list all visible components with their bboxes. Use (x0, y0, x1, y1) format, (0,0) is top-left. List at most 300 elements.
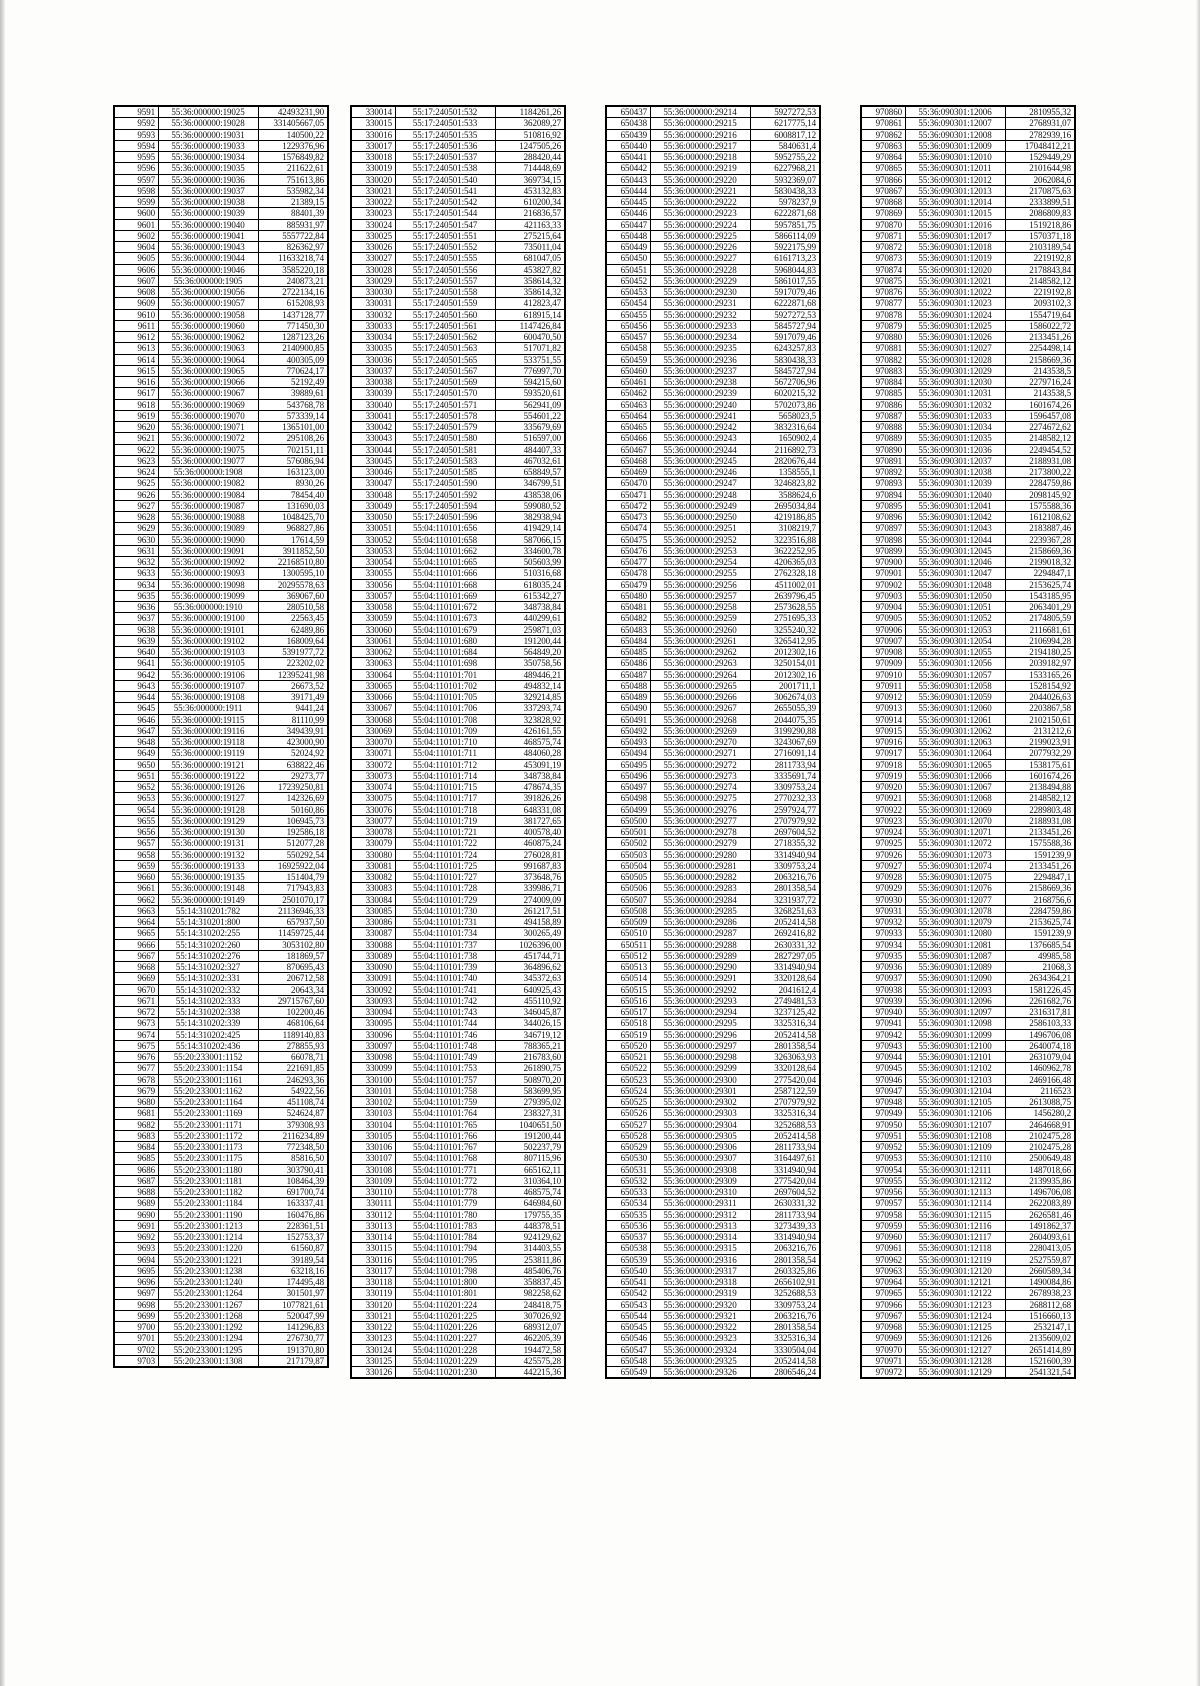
table-row (352, 950, 565, 961)
cadastral-number: 55:36:000000:19064 (159, 354, 259, 365)
cadastral-number: 55:36:000000:29216 (651, 129, 751, 140)
cadastral-number: 55:36:000000:29302 (651, 1097, 751, 1108)
row-number: 9679 (115, 1085, 159, 1096)
row-number: 330024 (352, 219, 396, 230)
row-number: 9667 (115, 950, 159, 961)
table-row (115, 275, 328, 286)
table-row (115, 939, 328, 950)
row-number: 650518 (607, 1018, 651, 1029)
value-cell: 3320128,64 (751, 973, 820, 984)
scan-shadow-left (0, 0, 5, 1686)
row-number: 970965 (862, 1288, 906, 1299)
cadastral-number: 55:36:000000:29230 (651, 287, 751, 298)
value-cell: 2039182,97 (1006, 658, 1075, 669)
value-cell: 2077932,29 (1006, 748, 1075, 759)
table-row (862, 770, 1075, 781)
cadastral-number: 55:04:110101:766 (396, 1130, 496, 1141)
table-row (607, 1142, 820, 1153)
table-row (862, 737, 1075, 748)
row-number: 330030 (352, 287, 396, 298)
value-cell: 2254498,14 (1006, 343, 1075, 354)
value-cell: 20295578,63 (259, 579, 328, 590)
row-number: 330126 (352, 1367, 396, 1378)
cadastral-number: 55:20:233001:1154 (159, 1063, 259, 1074)
table-row (862, 1187, 1075, 1198)
table-row (607, 1367, 820, 1378)
table-row (352, 1142, 565, 1153)
value-cell: 1496706,08 (1006, 1187, 1075, 1198)
cadastral-number: 55:36:000000:29320 (651, 1299, 751, 1310)
table-row (862, 1288, 1075, 1299)
cadastral-number: 55:36:000000:29240 (651, 399, 751, 410)
cadastral-number: 55:36:000000:29269 (651, 725, 751, 736)
cadastral-number: 55:36:090301:12111 (906, 1164, 1006, 1175)
cadastral-number: 55:36:000000:29268 (651, 714, 751, 725)
table-row (352, 939, 565, 950)
cadastral-number: 55:36:090301:12046 (906, 557, 1006, 568)
value-cell: 2148582,12 (1006, 433, 1075, 444)
row-number: 970870 (862, 219, 906, 230)
cadastral-number: 55:04:110101:734 (396, 928, 496, 939)
value-cell: 2183887,46 (1006, 523, 1075, 534)
value-cell: 9441,24 (259, 703, 328, 714)
table-row (862, 860, 1075, 871)
value-cell: 6222871,68 (751, 208, 820, 219)
row-number: 650455 (607, 309, 651, 320)
cadastral-number: 55:36:000000:29217 (651, 140, 751, 151)
table-row (862, 1018, 1075, 1029)
row-number: 330066 (352, 692, 396, 703)
cadastral-number: 55:14:310201:782 (159, 905, 259, 916)
cadastral-number: 55:36:000000:29214 (651, 107, 751, 118)
value-cell: 502237,79 (496, 1142, 565, 1153)
row-number: 970953 (862, 1153, 906, 1164)
cadastral-number: 55:04:110101:768 (396, 1153, 496, 1164)
row-number: 650495 (607, 759, 651, 770)
row-number: 650542 (607, 1288, 651, 1299)
table-row (115, 1288, 328, 1299)
cadastral-number: 55:04:110101:669 (396, 590, 496, 601)
value-cell: 485406,76 (496, 1265, 565, 1276)
cadastral-number: 55:36:090301:12039 (906, 478, 1006, 489)
table-row (352, 995, 565, 1006)
row-number: 650450 (607, 253, 651, 264)
value-cell: 2063401,29 (1006, 602, 1075, 613)
cadastral-number: 55:36:090301:12103 (906, 1074, 1006, 1085)
row-number: 650489 (607, 692, 651, 703)
row-number: 9699 (115, 1310, 159, 1321)
value-cell: 5840631,4 (751, 140, 820, 151)
row-number: 9626 (115, 489, 159, 500)
cadastral-number: 55:14:310202:332 (159, 984, 259, 995)
row-number: 330097 (352, 1040, 396, 1051)
cadastral-number: 55:36:000000:19065 (159, 365, 259, 376)
row-number: 970964 (862, 1277, 906, 1288)
table-row (352, 264, 565, 275)
table-row (352, 838, 565, 849)
row-number: 970942 (862, 1029, 906, 1040)
row-number: 330109 (352, 1175, 396, 1186)
table-row (352, 624, 565, 635)
cadastral-number: 55:36:000000:19033 (159, 140, 259, 151)
value-cell: 2597924,77 (751, 804, 820, 815)
cadastral-number: 55:04:110101:679 (396, 624, 496, 635)
cadastral-number: 55:36:090301:12011 (906, 163, 1006, 174)
row-number: 650516 (607, 995, 651, 1006)
cadastral-number: 55:36:090301:12120 (906, 1265, 1006, 1276)
cadastral-number: 55:36:000000:29313 (651, 1220, 751, 1231)
value-cell: 163123,00 (259, 467, 328, 478)
table-row (115, 602, 328, 613)
cadastral-number: 55:36:090301:12044 (906, 534, 1006, 545)
cadastral-number: 55:36:090301:12122 (906, 1288, 1006, 1299)
table-row (607, 928, 820, 939)
row-number: 650492 (607, 725, 651, 736)
row-number: 970961 (862, 1243, 906, 1254)
row-number: 970946 (862, 1074, 906, 1085)
row-number: 9676 (115, 1052, 159, 1063)
table-row (607, 815, 820, 826)
table-row (115, 680, 328, 691)
value-cell: 1528154,92 (1006, 680, 1075, 691)
value-cell: 2532147,1 (1006, 1322, 1075, 1333)
value-cell: 2801358,54 (751, 1254, 820, 1265)
table-row (862, 388, 1075, 399)
cadastral-number: 55:04:110101:706 (396, 703, 496, 714)
table-row (862, 579, 1075, 590)
row-number: 650500 (607, 815, 651, 826)
table-row (352, 815, 565, 826)
cadastral-number: 55:36:090301:12060 (906, 703, 1006, 714)
value-cell: 453091,19 (496, 759, 565, 770)
row-number: 9604 (115, 242, 159, 253)
value-cell: 66078,71 (259, 1052, 328, 1063)
cadastral-number: 55:04:110101:698 (396, 658, 496, 669)
row-number: 650503 (607, 849, 651, 860)
table-row (115, 208, 328, 219)
table-row (607, 759, 820, 770)
table-row (607, 197, 820, 208)
value-cell: 1596457,08 (1006, 410, 1075, 421)
row-number: 9598 (115, 185, 159, 196)
row-number: 9620 (115, 422, 159, 433)
value-cell: 2274672,62 (1006, 422, 1075, 433)
cadastral-number: 55:36:000000:19099 (159, 590, 259, 601)
table-row (862, 1243, 1075, 1254)
table-row (862, 365, 1075, 376)
table-row (862, 377, 1075, 388)
table-row (115, 253, 328, 264)
cadastral-number: 55:36:090301:12076 (906, 883, 1006, 894)
table-row (352, 928, 565, 939)
table-row (607, 1220, 820, 1231)
table-row (862, 343, 1075, 354)
value-cell: 2133451,26 (1006, 332, 1075, 343)
table-row (607, 703, 820, 714)
row-number: 330040 (352, 399, 396, 410)
row-number: 330042 (352, 422, 396, 433)
row-number: 9644 (115, 692, 159, 703)
value-cell: 516597,00 (496, 433, 565, 444)
table-row (352, 714, 565, 725)
row-number: 650520 (607, 1040, 651, 1051)
value-cell: 535982,34 (259, 185, 328, 196)
table-row (862, 230, 1075, 241)
cadastral-number: 55:36:000000:29283 (651, 883, 751, 894)
table-row (862, 962, 1075, 973)
table-row (115, 118, 328, 129)
cadastral-number: 55:04:110101:772 (396, 1175, 496, 1186)
value-cell: 346799,51 (496, 478, 565, 489)
table-row (352, 1355, 565, 1366)
table-row (115, 478, 328, 489)
row-number: 330121 (352, 1310, 396, 1321)
value-cell: 467032,61 (496, 455, 565, 466)
row-number: 330093 (352, 995, 396, 1006)
cadastral-number: 55:36:000000:29301 (651, 1085, 751, 1096)
value-cell: 349439,91 (259, 725, 328, 736)
table-row (607, 354, 820, 365)
row-number: 9677 (115, 1063, 159, 1074)
table-row (862, 1029, 1075, 1040)
row-number: 330047 (352, 478, 396, 489)
row-number: 650530 (607, 1153, 651, 1164)
table-body (352, 107, 565, 1378)
cadastral-number: 55:20:233001:1238 (159, 1265, 259, 1276)
table-row (352, 1119, 565, 1130)
cadastral-number: 55:36:000000:29294 (651, 1007, 751, 1018)
cadastral-number: 55:36:090301:12089 (906, 962, 1006, 973)
value-cell: 400578,40 (496, 827, 565, 838)
row-number: 650469 (607, 467, 651, 478)
cadastral-number: 55:04:110101:719 (396, 815, 496, 826)
table-row (352, 388, 565, 399)
table-column-2 (350, 105, 566, 1379)
cadastral-number: 55:36:000000:19088 (159, 512, 259, 523)
row-number: 330117 (352, 1265, 396, 1276)
value-cell: 102200,46 (259, 1007, 328, 1018)
value-cell: 2333899,51 (1006, 197, 1075, 208)
row-number: 650513 (607, 962, 651, 973)
row-number: 9602 (115, 230, 159, 241)
table-row (862, 793, 1075, 804)
value-cell: 2052414,58 (751, 1355, 820, 1366)
row-number: 330051 (352, 523, 396, 534)
value-cell: 39189,54 (259, 1254, 328, 1265)
value-cell: 1533165,26 (1006, 669, 1075, 680)
value-cell: 1529449,29 (1006, 152, 1075, 163)
cadastral-number: 55:14:310202:327 (159, 962, 259, 973)
table-row (115, 1355, 328, 1366)
cadastral-number: 55:36:090301:12104 (906, 1085, 1006, 1096)
cadastral-number: 55:20:233001:1171 (159, 1119, 259, 1130)
cadastral-number: 55:36:090301:12015 (906, 208, 1006, 219)
value-cell: 6217775,14 (751, 118, 820, 129)
value-cell: 39889,61 (259, 388, 328, 399)
row-number: 9617 (115, 388, 159, 399)
cadastral-number: 55:36:090301:12099 (906, 1029, 1006, 1040)
cadastral-number: 55:36:090301:12112 (906, 1175, 1006, 1186)
row-number: 330062 (352, 647, 396, 658)
row-number: 330096 (352, 1029, 396, 1040)
table-row (862, 174, 1075, 185)
value-cell: 2651414,89 (1006, 1344, 1075, 1355)
cadastral-number: 55:36:090301:12025 (906, 320, 1006, 331)
table-row (607, 365, 820, 376)
table-row (862, 849, 1075, 860)
table-row (862, 647, 1075, 658)
cadastral-number: 55:17:240501:562 (396, 332, 496, 343)
value-cell: 510816,92 (496, 129, 565, 140)
value-cell: 772348,50 (259, 1142, 328, 1153)
value-cell: 21068,3 (1006, 962, 1075, 973)
value-cell: 2012302,16 (751, 669, 820, 680)
cadastral-number: 55:36:090301:12050 (906, 590, 1006, 601)
value-cell: 494832,14 (496, 680, 565, 691)
row-number: 650466 (607, 433, 651, 444)
table-row (862, 298, 1075, 309)
row-number: 970914 (862, 714, 906, 725)
value-cell: 714448,69 (496, 163, 565, 174)
row-number: 9596 (115, 163, 159, 174)
row-number: 650483 (607, 624, 651, 635)
value-cell: 5830438,33 (751, 185, 820, 196)
row-number: 650474 (607, 523, 651, 534)
table-row (862, 995, 1075, 1006)
row-number: 9653 (115, 793, 159, 804)
value-cell: 2634364,21 (1006, 973, 1075, 984)
cadastral-number: 55:20:233001:1214 (159, 1232, 259, 1243)
cadastral-number: 55:17:240501:565 (396, 354, 496, 365)
row-number: 970963 (862, 1265, 906, 1276)
table-row (862, 905, 1075, 916)
table-row (862, 455, 1075, 466)
value-cell: 152753,37 (259, 1232, 328, 1243)
cadastral-number: 55:36:000000:29272 (651, 759, 751, 770)
cadastral-number: 55:36:000000:19089 (159, 523, 259, 534)
row-number: 330059 (352, 613, 396, 624)
cadastral-number: 55:36:000000:19035 (159, 163, 259, 174)
row-number: 330100 (352, 1074, 396, 1085)
table-row (115, 467, 328, 478)
row-number: 970958 (862, 1209, 906, 1220)
row-number: 330025 (352, 230, 396, 241)
cadastral-number: 55:36:000000:1908 (159, 467, 259, 478)
cadastral-number: 55:20:233001:1295 (159, 1344, 259, 1355)
cadastral-number: 55:04:110101:721 (396, 827, 496, 838)
cadastral-number: 55:04:110101:740 (396, 973, 496, 984)
row-number: 970948 (862, 1097, 906, 1108)
value-cell: 275215,64 (496, 230, 565, 241)
value-cell: 2604093,61 (1006, 1232, 1075, 1243)
cadastral-number: 55:36:090301:12090 (906, 973, 1006, 984)
table-row (115, 692, 328, 703)
table-row (862, 208, 1075, 219)
cadastral-number: 55:17:240501:557 (396, 275, 496, 286)
value-cell: 2140900,85 (259, 343, 328, 354)
row-number: 330026 (352, 242, 396, 253)
value-cell: 2284759,86 (1006, 478, 1075, 489)
value-cell: 2102475,28 (1006, 1130, 1075, 1141)
row-number: 9652 (115, 782, 159, 793)
row-number: 970931 (862, 905, 906, 916)
table-row (862, 332, 1075, 343)
row-number: 650471 (607, 489, 651, 500)
cadastral-number: 55:04:110101:800 (396, 1277, 496, 1288)
row-number: 9629 (115, 523, 159, 534)
table-body (607, 107, 820, 1378)
table-row (115, 782, 328, 793)
value-cell: 5917079,46 (751, 332, 820, 343)
cadastral-number: 55:20:233001:1184 (159, 1198, 259, 1209)
row-number: 330018 (352, 152, 396, 163)
row-number: 330094 (352, 1007, 396, 1018)
row-number: 330017 (352, 140, 396, 151)
cadastral-number: 55:36:000000:29315 (651, 1243, 751, 1254)
value-cell: 2012302,16 (751, 647, 820, 658)
cadastral-number: 55:36:000000:1910 (159, 602, 259, 613)
cadastral-number: 55:04:110101:724 (396, 849, 496, 860)
cadastral-number: 55:20:233001:1180 (159, 1164, 259, 1175)
cadastral-number: 55:36:000000:29308 (651, 1164, 751, 1175)
row-number: 970894 (862, 489, 906, 500)
table-row (607, 275, 820, 286)
row-number: 970915 (862, 725, 906, 736)
cadastral-number: 55:14:310201:800 (159, 917, 259, 928)
table-row (352, 399, 565, 410)
cadastral-number: 55:20:233001:1294 (159, 1333, 259, 1344)
row-number: 330092 (352, 984, 396, 995)
table-row (352, 804, 565, 815)
cadastral-number: 55:36:090301:12063 (906, 737, 1006, 748)
table-row (862, 399, 1075, 410)
cadastral-number: 55:36:090301:12100 (906, 1040, 1006, 1051)
value-cell: 681047,05 (496, 253, 565, 264)
cadastral-number: 55:04:110101:757 (396, 1074, 496, 1085)
table-row (607, 208, 820, 219)
value-cell: 29273,77 (259, 770, 328, 781)
value-cell: 191200,44 (496, 635, 565, 646)
table-row (607, 140, 820, 151)
table-row (115, 298, 328, 309)
table-row (352, 1209, 565, 1220)
cadastral-number: 55:36:090301:12081 (906, 939, 1006, 950)
table-row (352, 1153, 565, 1164)
value-cell: 2170875,63 (1006, 185, 1075, 196)
value-cell: 3231937,72 (751, 894, 820, 905)
row-number: 970890 (862, 444, 906, 455)
cadastral-number: 55:36:090301:12043 (906, 523, 1006, 534)
row-number: 330033 (352, 320, 396, 331)
table-row (115, 1175, 328, 1186)
table-row (115, 377, 328, 388)
value-cell: 1586022,72 (1006, 320, 1075, 331)
value-cell: 453132,83 (496, 185, 565, 196)
value-cell: 3273439,33 (751, 1220, 820, 1231)
value-cell: 22563,45 (259, 613, 328, 624)
table-row (607, 725, 820, 736)
row-number: 330125 (352, 1355, 396, 1366)
table-row (607, 523, 820, 534)
cadastral-number: 55:36:000000:29235 (651, 343, 751, 354)
table-row (115, 950, 328, 961)
value-cell: 1460962,78 (1006, 1063, 1075, 1074)
cadastral-number: 55:36:090301:12017 (906, 230, 1006, 241)
table-row (115, 1018, 328, 1029)
value-cell: 261890,75 (496, 1063, 565, 1074)
value-cell: 2707979,92 (751, 1097, 820, 1108)
value-cell: 648331,08 (496, 804, 565, 815)
